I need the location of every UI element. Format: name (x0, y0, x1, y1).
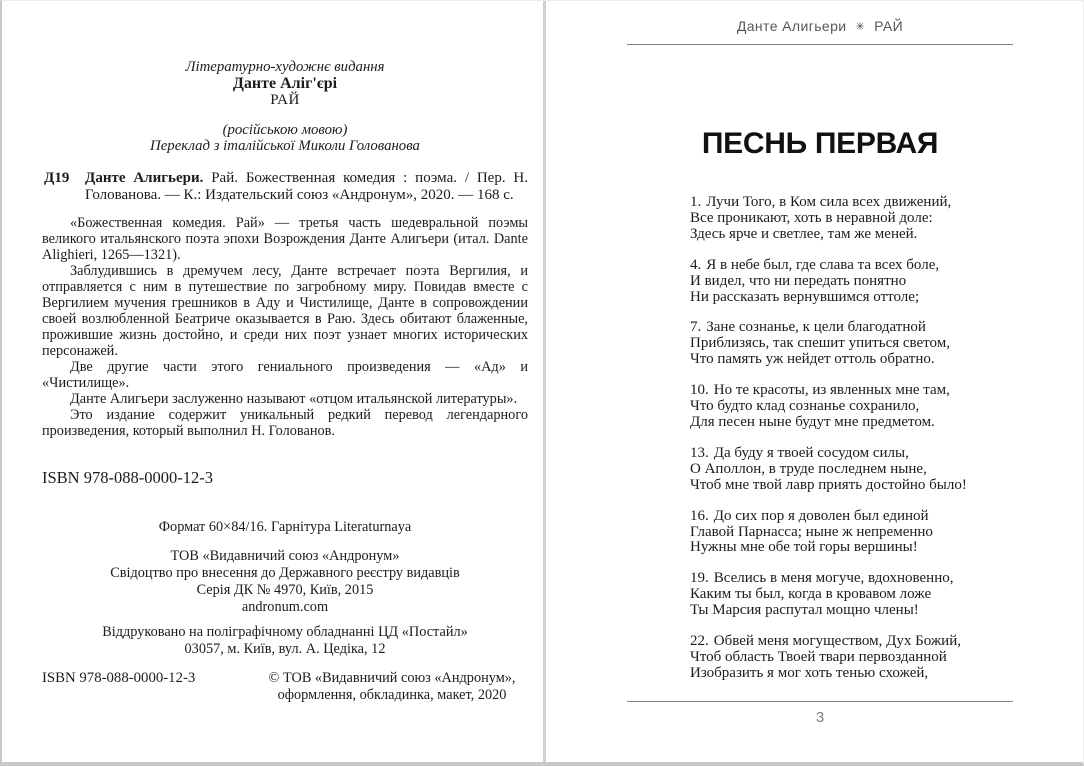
annotation-paragraph: Заблудившись в дремучем лесу, Данте встречает поэта Вергилия, и отправляется с ним в путешествие по загробному миру. Повидав вместе с Вергилием мучения грешников в Аду и Чистилище, Данте в сопровождении своей возлюбленной Беатриче оказывается в Раю. Здесь обитают блаженные, прожившие жизнь достойно, и среди них поэт узнает многих исторических персонажей. (42, 262, 528, 359)
edition-author: Данте Аліг'єрі (232, 74, 338, 92)
poem-line: Чтоб мне твой лавр приять достойно было! (690, 476, 967, 493)
poem-body (690, 195, 967, 697)
poem-line: 22. Обвей меня могуществом, Дух Божий, (690, 633, 961, 650)
registry-certificate: Свідоцтво про внесення до Державного реєстру видавців (110, 564, 460, 581)
colophon-block (42, 519, 528, 658)
annotation-paragraph: «Божественная комедия. Рай» — третья часть шедевральной поэмы великого итальянского поэта эпохи Возрождения Данте Алигьери (итал. Dante Alighieri, 1265—1321). (42, 214, 528, 263)
poem-line: Главой Парнасса; ныне ж непременно (690, 523, 933, 540)
poem-line: Нужны мне обе той горы вершины! (690, 539, 918, 556)
poem-line: Для песен ныне будут мне предметом. (690, 413, 935, 430)
poem-line: Ты Марсия распутал мощно члены! (690, 602, 919, 619)
registry-series: Серія ДК № 4970, Київ, 2015 (196, 581, 374, 598)
verse-number: 13. (690, 444, 709, 461)
isbn-number: ISBN 978-088-0000-12-3 (42, 467, 213, 487)
poem-line: 4. Я в небе был, где слава та всех боле, (690, 256, 940, 273)
edition-title: РАЙ (270, 92, 300, 108)
annotation-paragraph: Это издание содержит уникальный редкий перевод легендарного произведения, который выполнил Н. Голованов. (42, 406, 528, 439)
imprint-page (2, 1, 543, 762)
poem-line: 1. Лучи Того, в Ком сила всех движений, (690, 194, 952, 210)
poem-line: Изобразить я мог хоть тенью схожей, (690, 664, 929, 681)
imprint-content (42, 59, 528, 704)
imprint-bottom-row (42, 670, 528, 704)
verse-number: 4. (690, 256, 702, 273)
poem-line: 19. Вселись в меня могуче, вдохновенно, (690, 570, 954, 587)
annotation-paragraph: Данте Алигьери заслуженно называют «отцом итальянской литературы». (70, 390, 518, 407)
running-header-book: РАЙ (874, 18, 904, 34)
printing-house: Віддруковано на поліграфічному обладнанні ЦД «Постайл» (102, 623, 468, 640)
catalog-entry (42, 170, 528, 204)
catalog-description: Рай. Божественная комедия : поэма. / Пер. Н. Голованова. — К.: Издательский союз «Андронум», 2020. — 168 с. (85, 169, 528, 203)
footer-rule (627, 701, 1013, 702)
poem-line: 16. До сих пор я доволен был единой (690, 507, 929, 524)
translator-note: Переклад з італійської Миколи Голованова (150, 138, 420, 154)
running-header-author: Данте Алигьери (736, 18, 847, 34)
running-header (627, 18, 1013, 34)
poem-line: Чтоб область Твоей твари первозданной (690, 648, 947, 665)
publisher-block (42, 548, 528, 616)
edition-block (42, 59, 528, 109)
verse-number: 7. (690, 319, 702, 336)
poem-line: Здесь ярче и светлее, там же меней. (690, 225, 918, 242)
poem-line: Каким ты был, когда в кровавом ложе (690, 586, 932, 603)
catalog-author: Данте Алигьери. (85, 169, 204, 186)
canto-title: ПЕСНЬ ПЕРВАЯ (701, 127, 939, 160)
edition-series-note: Літературно-художнє видання (185, 59, 385, 75)
format-line: Формат 60×84/16. Гарнітура Literaturnaya (158, 518, 412, 535)
poem-line: 10. Но те красоты, из явленных мне там, (690, 382, 950, 399)
printing-block (42, 624, 528, 658)
tercet (690, 383, 967, 431)
verse-number: 19. (690, 570, 709, 587)
poem-line: О Аполлон, в труде последнем ныне, (690, 460, 927, 477)
tercet (690, 320, 967, 368)
tercet (690, 571, 967, 619)
canto-page (546, 1, 1083, 762)
printing-address: 03057, м. Київ, вул. А. Цедіка, 12 (184, 640, 386, 657)
language-note: (російською мовою) (222, 121, 348, 138)
page-number: 3 (815, 709, 825, 726)
annotation-paragraph: Две другие части этого гениального произведения — «Ад» и «Чистилище». (42, 358, 528, 391)
verse-number: 22. (690, 633, 709, 650)
poem-line: Что будто клад сознанье сохранило, (690, 398, 920, 415)
poem-line: 13. Да буду я твоей сосудом силы, (690, 444, 909, 461)
copyright-block (256, 670, 528, 704)
poem-line: Все проникают, хоть в неравной доле: (690, 209, 933, 226)
verse-number: 10. (690, 382, 709, 399)
tercet (690, 258, 967, 306)
copyright-line: оформлення, обкладинка, макет, 2020 (277, 686, 507, 703)
poem-line: Приблизясь, так спешит упиться светом, (690, 335, 950, 352)
poem-line: И видел, что ни передать понятно (690, 272, 907, 289)
verse-number: 16. (690, 507, 709, 524)
publisher-name: ТОВ «Видавничий союз «Андронум» (170, 547, 400, 564)
translation-block (42, 122, 528, 155)
isbn-number-bottom: ISBN 978-088-0000-12-3 (42, 669, 196, 686)
tercet (690, 509, 967, 557)
tercet (690, 446, 967, 494)
catalog-text (85, 170, 528, 204)
sunburst-icon: ✳ (855, 21, 866, 33)
tercet (690, 195, 967, 243)
annotation-block (42, 215, 528, 439)
verse-number: 1. (690, 194, 702, 210)
poem-line: Ни рассказать вернувшимся оттоле; (690, 288, 920, 305)
header-rule (627, 44, 1013, 45)
publisher-website: andronum.com (241, 598, 329, 615)
tercet (690, 634, 967, 682)
poem-line: Что память уж нейдет оттоль обратно. (690, 351, 935, 368)
catalog-code: Д19 (44, 169, 70, 186)
copyright-line: © ТОВ «Видавничий союз «Андронум», (268, 669, 516, 686)
poem-line: 7. Зане сознанье, к цели благодатной (690, 319, 926, 336)
